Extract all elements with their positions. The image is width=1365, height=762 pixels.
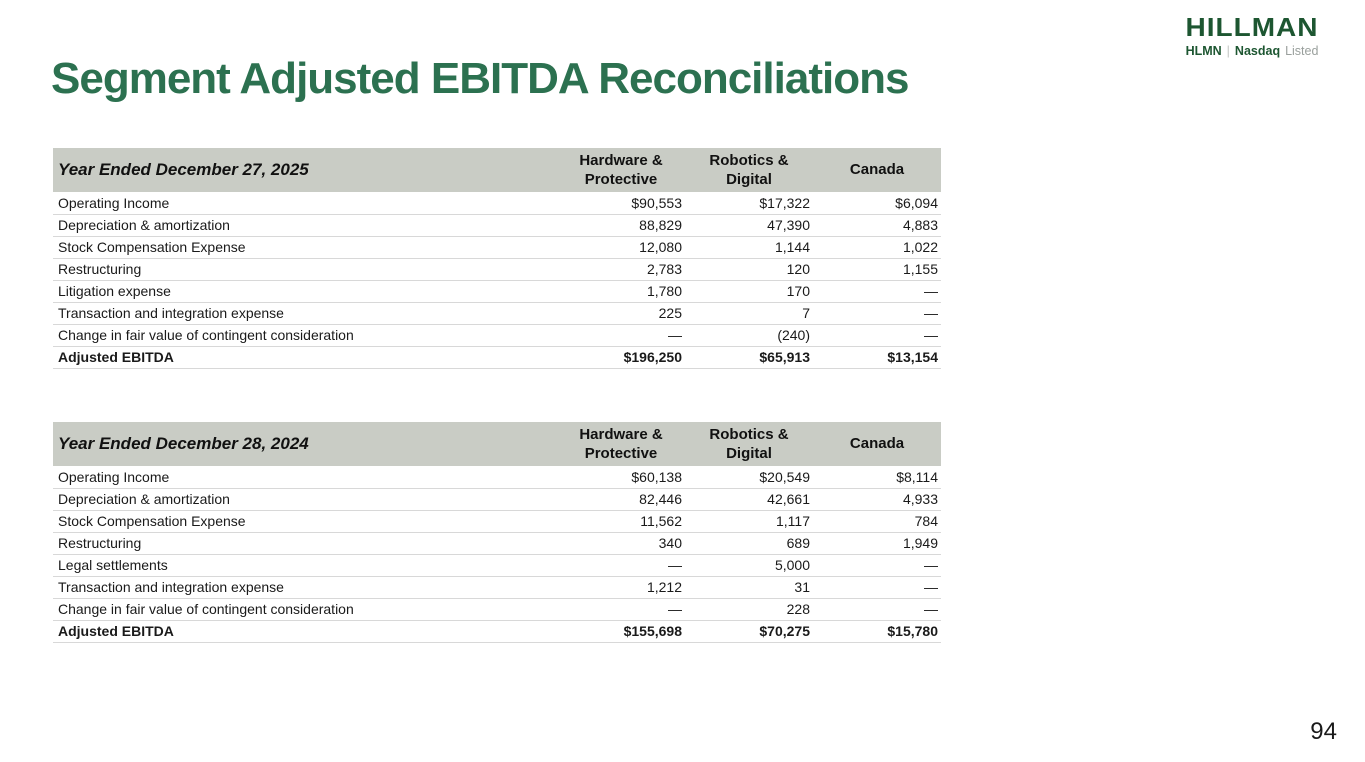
cell-value: 12,080 — [557, 236, 685, 258]
listed-label: Listed — [1285, 44, 1319, 58]
cell-value: $196,250 — [557, 346, 685, 368]
cell-value: $65,913 — [685, 346, 813, 368]
row-label: Change in fair value of contingent consideration — [53, 598, 557, 620]
row-label: Restructuring — [53, 258, 557, 280]
row-label: Operating Income — [53, 192, 557, 214]
page-title: Segment Adjusted EBITDA Reconciliations — [51, 54, 909, 103]
column-header: Canada — [813, 422, 941, 466]
total-row-label: Adjusted EBITDA — [53, 346, 557, 368]
logo-subline — [1167, 44, 1337, 58]
row-label: Litigation expense — [53, 280, 557, 302]
cell-value: 120 — [685, 258, 813, 280]
cell-value: — — [813, 280, 941, 302]
table-row — [53, 598, 941, 620]
ebitda-table-2025 — [53, 148, 941, 369]
cell-value: 1,144 — [685, 236, 813, 258]
cell-value: 689 — [685, 532, 813, 554]
cell-value: 228 — [685, 598, 813, 620]
row-label: Restructuring — [53, 532, 557, 554]
cell-value: 1,155 — [813, 258, 941, 280]
cell-value: 2,783 — [557, 258, 685, 280]
total-row — [53, 346, 941, 368]
cell-value: 170 — [685, 280, 813, 302]
table-row — [53, 510, 941, 532]
cell-value: 4,933 — [813, 488, 941, 510]
cell-value: — — [813, 302, 941, 324]
row-label: Transaction and integration expense — [53, 576, 557, 598]
cell-value: 784 — [813, 510, 941, 532]
table-row — [53, 258, 941, 280]
page-number: 94 — [1310, 718, 1337, 745]
cell-value: — — [557, 324, 685, 346]
period-label: Year Ended December 27, 2025 — [53, 148, 557, 192]
cell-value: 82,446 — [557, 488, 685, 510]
cell-value: — — [557, 598, 685, 620]
cell-value: $15,780 — [813, 620, 941, 642]
hillman-wordmark: HILLMAN — [1185, 13, 1319, 42]
row-label: Stock Compensation Expense — [53, 236, 557, 258]
cell-value: $20,549 — [685, 466, 813, 488]
financial-table — [53, 422, 941, 643]
column-header: Hardware & Protective — [557, 422, 685, 466]
cell-value: 47,390 — [685, 214, 813, 236]
table-row — [53, 302, 941, 324]
ticker-symbol: HLMN — [1185, 44, 1222, 58]
cell-value: $70,275 — [685, 620, 813, 642]
table-row — [53, 532, 941, 554]
table-row — [53, 280, 941, 302]
column-header: Hardware & Protective — [557, 148, 685, 192]
cell-value: $8,114 — [813, 466, 941, 488]
table-row — [53, 324, 941, 346]
column-header: Canada — [813, 148, 941, 192]
cell-value: (240) — [685, 324, 813, 346]
table-header-row — [53, 148, 941, 192]
cell-value: $155,698 — [557, 620, 685, 642]
table-row — [53, 488, 941, 510]
ebitda-table-2024 — [53, 422, 941, 643]
cell-value: — — [813, 324, 941, 346]
column-header: Robotics & Digital — [685, 148, 813, 192]
table-header-row — [53, 422, 941, 466]
cell-value: — — [813, 598, 941, 620]
cell-value: 1,117 — [685, 510, 813, 532]
row-label: Depreciation & amortization — [53, 488, 557, 510]
cell-value: $90,553 — [557, 192, 685, 214]
table-row — [53, 214, 941, 236]
cell-value: 340 — [557, 532, 685, 554]
cell-value: 88,829 — [557, 214, 685, 236]
table-row — [53, 554, 941, 576]
cell-value: 5,000 — [685, 554, 813, 576]
cell-value: 1,212 — [557, 576, 685, 598]
cell-value: $13,154 — [813, 346, 941, 368]
cell-value: 11,562 — [557, 510, 685, 532]
total-row-label: Adjusted EBITDA — [53, 620, 557, 642]
cell-value: 4,883 — [813, 214, 941, 236]
row-label: Legal settlements — [53, 554, 557, 576]
cell-value: 1,022 — [813, 236, 941, 258]
cell-value: $17,322 — [685, 192, 813, 214]
table-row — [53, 466, 941, 488]
column-header: Robotics & Digital — [685, 422, 813, 466]
cell-value: — — [813, 576, 941, 598]
table-row — [53, 576, 941, 598]
exchange-name: Nasdaq — [1234, 44, 1281, 58]
row-label: Stock Compensation Expense — [53, 510, 557, 532]
cell-value: $60,138 — [557, 466, 685, 488]
row-label: Depreciation & amortization — [53, 214, 557, 236]
cell-value: 1,780 — [557, 280, 685, 302]
table-row — [53, 192, 941, 214]
row-label: Operating Income — [53, 466, 557, 488]
cell-value: 42,661 — [685, 488, 813, 510]
row-label: Transaction and integration expense — [53, 302, 557, 324]
cell-value: 7 — [685, 302, 813, 324]
period-label: Year Ended December 28, 2024 — [53, 422, 557, 466]
cell-value: 31 — [685, 576, 813, 598]
financial-table — [53, 148, 941, 369]
cell-value: — — [813, 554, 941, 576]
row-label: Change in fair value of contingent consideration — [53, 324, 557, 346]
cell-value: 225 — [557, 302, 685, 324]
total-row — [53, 620, 941, 642]
cell-value: — — [557, 554, 685, 576]
logo-separator: | — [1226, 44, 1230, 58]
cell-value: $6,094 — [813, 192, 941, 214]
table-row — [53, 236, 941, 258]
hillman-logo — [1167, 15, 1337, 58]
cell-value: 1,949 — [813, 532, 941, 554]
